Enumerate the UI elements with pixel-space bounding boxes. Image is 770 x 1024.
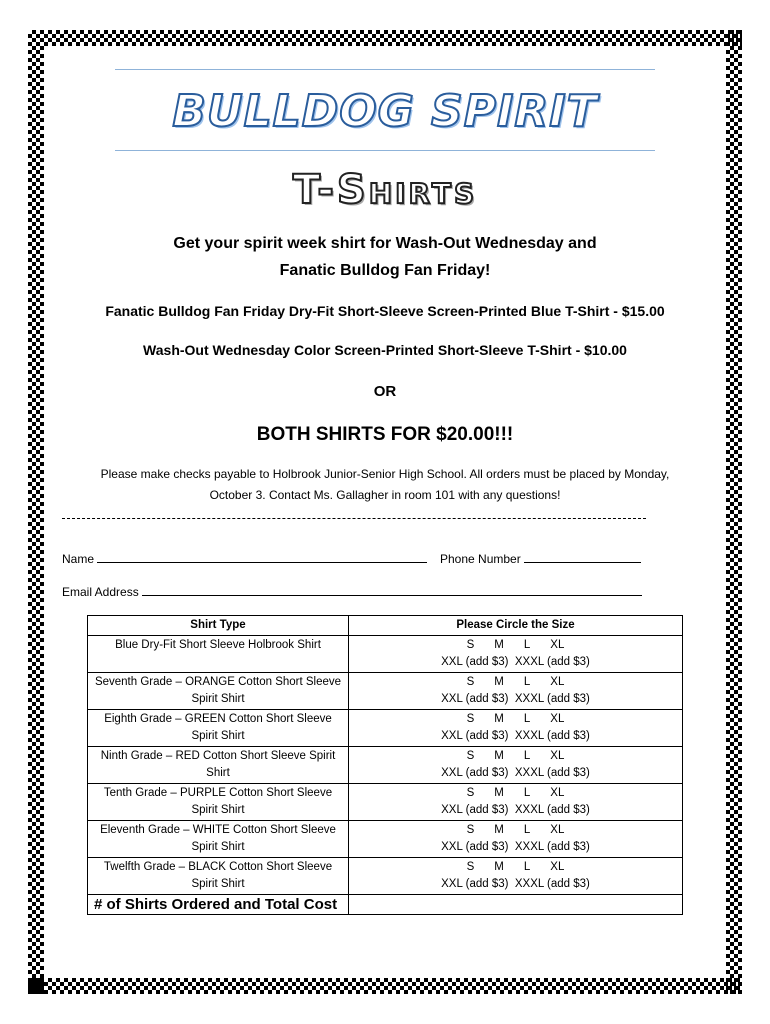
size-option[interactable]: M bbox=[494, 861, 504, 873]
table-row bbox=[88, 673, 683, 710]
size-option[interactable]: XL bbox=[550, 713, 565, 725]
size-option[interactable]: L bbox=[523, 787, 531, 799]
size-options-cell[interactable] bbox=[349, 747, 683, 784]
table-row bbox=[88, 858, 683, 895]
size-option[interactable]: XL bbox=[550, 787, 565, 799]
col-size: Please Circle the Size bbox=[349, 616, 683, 636]
total-label: # of Shirts Ordered and Total Cost bbox=[88, 895, 349, 915]
size-options-extended[interactable]: XXL (add $3) XXXL (add $3) bbox=[441, 693, 590, 705]
size-option[interactable]: M bbox=[494, 824, 504, 836]
size-option[interactable]: M bbox=[494, 750, 504, 762]
table-row bbox=[88, 710, 683, 747]
size-option[interactable]: XL bbox=[550, 676, 565, 688]
shirt-type-cell: Tenth Grade – PURPLE Cotton Short Sleeve Spirit Shirt bbox=[88, 784, 349, 821]
wednesday-shirt-offer: Wash-Out Wednesday Color Screen-Printed Short-Sleeve T-Shirt - $10.00 bbox=[143, 342, 627, 358]
bundle-offer: BOTH SHIRTS FOR $20.00!!! bbox=[256, 424, 514, 445]
size-option[interactable]: S bbox=[466, 639, 475, 651]
col-shirt-type: Shirt Type bbox=[88, 616, 349, 636]
size-options-standard[interactable] bbox=[353, 637, 678, 654]
email-label: Email Address bbox=[62, 585, 139, 599]
title-rule-top bbox=[115, 69, 655, 70]
size-option[interactable]: M bbox=[494, 713, 504, 725]
size-option[interactable]: XL bbox=[550, 750, 565, 762]
size-options-extended[interactable]: XXL (add $3) XXXL (add $3) bbox=[441, 841, 590, 853]
size-option[interactable]: S bbox=[466, 824, 475, 836]
phone-label: Phone Number bbox=[440, 552, 521, 566]
size-options-extended[interactable]: XXL (add $3) XXXL (add $3) bbox=[441, 767, 590, 779]
size-options-cell[interactable] bbox=[349, 858, 683, 895]
size-option[interactable]: XL bbox=[550, 824, 565, 836]
size-option[interactable]: S bbox=[466, 676, 475, 688]
email-blank[interactable] bbox=[142, 585, 642, 596]
size-options-cell[interactable] bbox=[349, 784, 683, 821]
checkered-border-top bbox=[28, 30, 742, 46]
order-table bbox=[87, 615, 683, 915]
order-table-header bbox=[88, 616, 683, 636]
shirt-type-cell: Ninth Grade – RED Cotton Short Sleeve Spirit Shirt bbox=[88, 747, 349, 784]
size-options-standard[interactable] bbox=[353, 711, 678, 728]
size-option[interactable]: XL bbox=[550, 861, 565, 873]
size-options-extended[interactable]: XXL (add $3) XXXL (add $3) bbox=[441, 730, 590, 742]
size-options-cell[interactable] bbox=[349, 673, 683, 710]
size-option[interactable]: L bbox=[523, 676, 531, 688]
shirt-type-cell: Eleventh Grade – WHITE Cotton Short Sleeve Spirit Shirt bbox=[88, 821, 349, 858]
size-options-standard[interactable] bbox=[353, 859, 678, 876]
size-option[interactable]: M bbox=[494, 676, 504, 688]
size-option[interactable]: S bbox=[466, 861, 475, 873]
size-option[interactable]: S bbox=[466, 750, 475, 762]
size-option[interactable]: S bbox=[466, 713, 475, 725]
size-options-cell[interactable] bbox=[349, 636, 683, 673]
intro-line-1: Get your spirit week shirt for Wash-Out Wednesday and bbox=[173, 235, 597, 252]
name-blank[interactable] bbox=[97, 552, 427, 563]
size-option[interactable]: XL bbox=[550, 639, 565, 651]
name-field[interactable] bbox=[62, 552, 427, 566]
size-options-standard[interactable] bbox=[353, 674, 678, 691]
size-option[interactable]: L bbox=[523, 713, 531, 725]
phone-field[interactable] bbox=[440, 552, 641, 566]
friday-shirt-offer: Fanatic Bulldog Fan Friday Dry-Fit Short-Sleeve Screen-Printed Blue T-Shirt - $15.00 bbox=[105, 303, 665, 319]
size-option[interactable]: L bbox=[523, 861, 531, 873]
name-label: Name bbox=[62, 552, 95, 566]
shirt-type-cell: Blue Dry-Fit Short Sleeve Holbrook Shirt bbox=[88, 636, 349, 673]
size-options-extended[interactable]: XXL (add $3) XXXL (add $3) bbox=[441, 878, 590, 890]
size-option[interactable]: S bbox=[466, 787, 475, 799]
size-option[interactable]: M bbox=[494, 787, 504, 799]
size-option[interactable]: L bbox=[523, 824, 531, 836]
page-title: BULLDOG SPIRIT bbox=[172, 86, 598, 137]
size-options-standard[interactable] bbox=[353, 822, 678, 839]
order-table-body bbox=[88, 636, 683, 895]
size-option[interactable]: L bbox=[523, 750, 531, 762]
checkered-border-bottom bbox=[28, 978, 742, 994]
table-row bbox=[88, 821, 683, 858]
size-options-extended[interactable]: XXL (add $3) XXXL (add $3) bbox=[441, 656, 590, 668]
size-option[interactable]: L bbox=[523, 639, 531, 651]
size-option[interactable]: M bbox=[494, 639, 504, 651]
size-options-cell[interactable] bbox=[349, 821, 683, 858]
shirt-type-cell: Seventh Grade – ORANGE Cotton Short Sleeve Spirit Shirt bbox=[88, 673, 349, 710]
intro-text bbox=[60, 230, 710, 284]
size-options-standard[interactable] bbox=[353, 748, 678, 765]
title-rule-bottom bbox=[115, 150, 655, 151]
page-subtitle: T-Shirts bbox=[292, 167, 478, 213]
payment-note: Please make checks payable to Holbrook Junior-Senior High School. All orders must be placed by Monday, October 3. Contact Ms. Gallagher in room 101 with any questions! bbox=[100, 467, 670, 502]
email-field[interactable] bbox=[62, 585, 642, 599]
table-row bbox=[88, 747, 683, 784]
size-options-extended[interactable]: XXL (add $3) XXXL (add $3) bbox=[441, 804, 590, 816]
cut-line bbox=[62, 518, 646, 519]
total-row bbox=[88, 895, 683, 915]
size-options-cell[interactable] bbox=[349, 710, 683, 747]
shirt-type-cell: Eighth Grade – GREEN Cotton Short Sleeve Spirit Shirt bbox=[88, 710, 349, 747]
total-value-cell[interactable] bbox=[349, 895, 683, 915]
size-options-standard[interactable] bbox=[353, 785, 678, 802]
table-row bbox=[88, 784, 683, 821]
intro-line-2: Fanatic Bulldog Fan Friday! bbox=[279, 262, 491, 279]
phone-blank[interactable] bbox=[524, 552, 641, 563]
or-separator: OR bbox=[373, 383, 397, 400]
shirt-type-cell: Twelfth Grade – BLACK Cotton Short Sleeve Spirit Shirt bbox=[88, 858, 349, 895]
table-row bbox=[88, 636, 683, 673]
